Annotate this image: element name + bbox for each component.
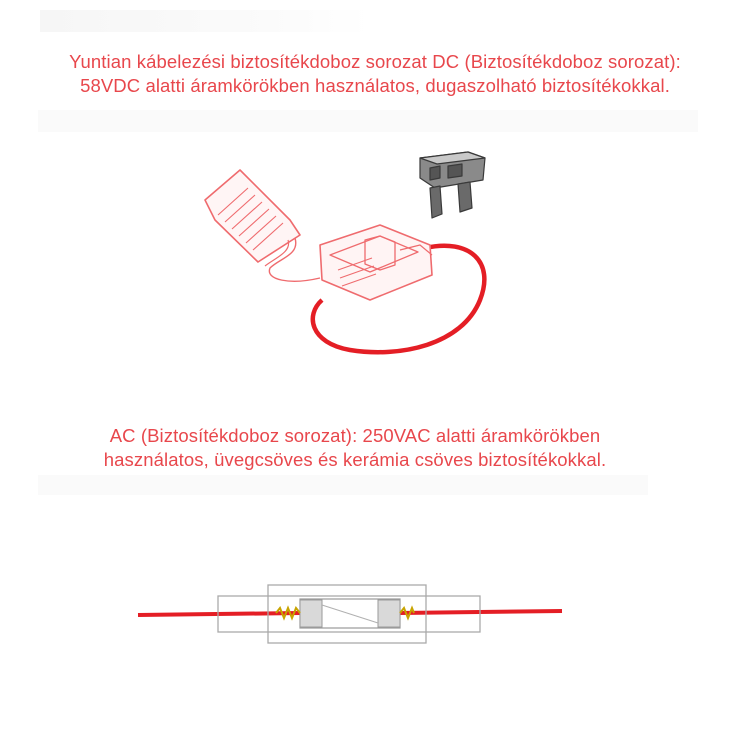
dc-description-line2: 58VDC alatti áramkörökben használatos, dugaszolható biztosítékokkal. bbox=[80, 75, 670, 96]
blade-fuse-holder-illustration bbox=[205, 170, 484, 352]
glass-tube-fuse-holder-illustration bbox=[138, 585, 562, 643]
dc-description-line1: Yuntian kábelezési biztosítékdoboz sorozat DC (Biztosítékdoboz sorozat): bbox=[69, 51, 681, 72]
ac-description-line2: használatos, üvegcsöves és kerámia csöves biztosítékokkal. bbox=[103, 449, 607, 470]
holder-body bbox=[320, 225, 432, 300]
holder-cap bbox=[205, 170, 300, 262]
fuse-element bbox=[322, 605, 378, 623]
left-wire bbox=[138, 613, 300, 615]
ac-description-line1: AC (Biztosítékdoboz sorozat): 250VAC alatti áramkörökben bbox=[109, 425, 601, 446]
right-wire bbox=[400, 611, 562, 613]
blade-fuse-icon bbox=[420, 152, 485, 218]
